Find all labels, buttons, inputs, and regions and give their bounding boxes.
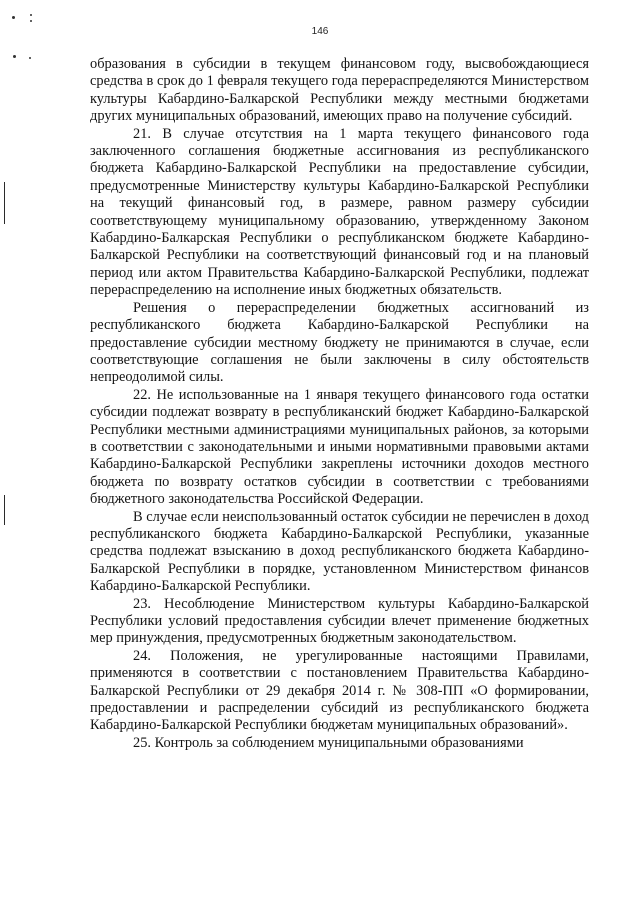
paragraph-24: 24. Положения, не урегулированные настоящими Правилами, применяются в соответствии с постановлением Правительства Кабардино-Балкарской Республики от 29 декабря 2014 г. № 308-ПП «О формировании, предоставлении и распределении субсидий из республиканского бюджета Кабардино-Балкарской Республики бюджетам муниципальных образований». bbox=[90, 647, 589, 734]
paragraph-21-decisions: Решения о перераспределении бюджетных ассигнований из республиканского бюджета Кабардино-Балкарской Республики на предоставление субсидии местному бюджету не принимаются в случае, если соответствующие соглашения не были заключены в силу обстоятельств непреодолимой силы. bbox=[90, 299, 589, 386]
paragraph-25: 25. Контроль за соблюдением муниципальными образованиями bbox=[133, 734, 524, 751]
paragraph-21: 21. В случае отсутствия на 1 марта текущего финансового года заключенного соглашения бюджетные ассигнования из республиканского бюджета Кабардино-Балкарской Республики на предоставление субсидии, предусмотренные Министерству культуры Кабардино-Балкарской Республики на текущий финансовый год, в размере, равном размеру субсидии соответствующему муниципальному образованию, утвержденному Законом Кабардино-Балкарская Республики о республиканском бюджете Кабардино-Балкарской Республики на соответствующий финансовый год и на плановый период или актом Правительства Кабардино-Балкарской Республики, подлежат перераспределению на исполнение иных бюджетных обязательств. bbox=[90, 125, 589, 299]
scan-speck bbox=[12, 16, 15, 19]
scan-speck bbox=[13, 55, 16, 58]
document-body bbox=[90, 56, 589, 752]
paragraph-23: 23. Несоблюдение Министерством культуры Кабардино-Балкарской Республики условий предоставления субсидии влечет применение бюджетных мер принуждения, предусмотренных бюджетным законодательством. bbox=[90, 595, 589, 647]
paragraph-22-unpaid-remainder: В случае если неиспользованный остаток субсидии не перечислен в доход республиканского бюджета Кабардино-Балкарской Республики, указанные средства подлежат взысканию в доход республиканского бюджета Кабардино-Балкарской Республики в порядке, установленном Министерством финансов Кабардино-Балкарской Республики. bbox=[90, 508, 589, 595]
scan-speck bbox=[30, 20, 32, 22]
paragraph-continuation: образования в субсидии в текущем финансовом году, высвобождающиеся средства в срок до 1 февраля текущего года перераспределяются Министерством культуры Кабардино-Балкарской Республики между местными бюджетами других муниципальных образований, имеющих право на получение субсидий. bbox=[90, 56, 589, 125]
scan-speck bbox=[30, 14, 32, 16]
margin-mark bbox=[4, 182, 5, 224]
paragraph-22: 22. Не использованные на 1 января текущего финансового года остатки субсидии подлежат возврату в республиканский бюджет Кабардино-Балкарской Республики местными администрациями муниципальных районов, за которыми в соответствии с законодательными и иными нормативными правовыми актами Кабардино-Балкарской Республики закреплены источники доходов местного бюджета по возврату остатков субсидии в соответствии с требованиями бюджетного законодательства Российской Федерации. bbox=[90, 386, 589, 508]
page-number: 146 bbox=[311, 26, 329, 37]
scan-speck bbox=[29, 57, 31, 59]
margin-mark bbox=[4, 495, 5, 525]
